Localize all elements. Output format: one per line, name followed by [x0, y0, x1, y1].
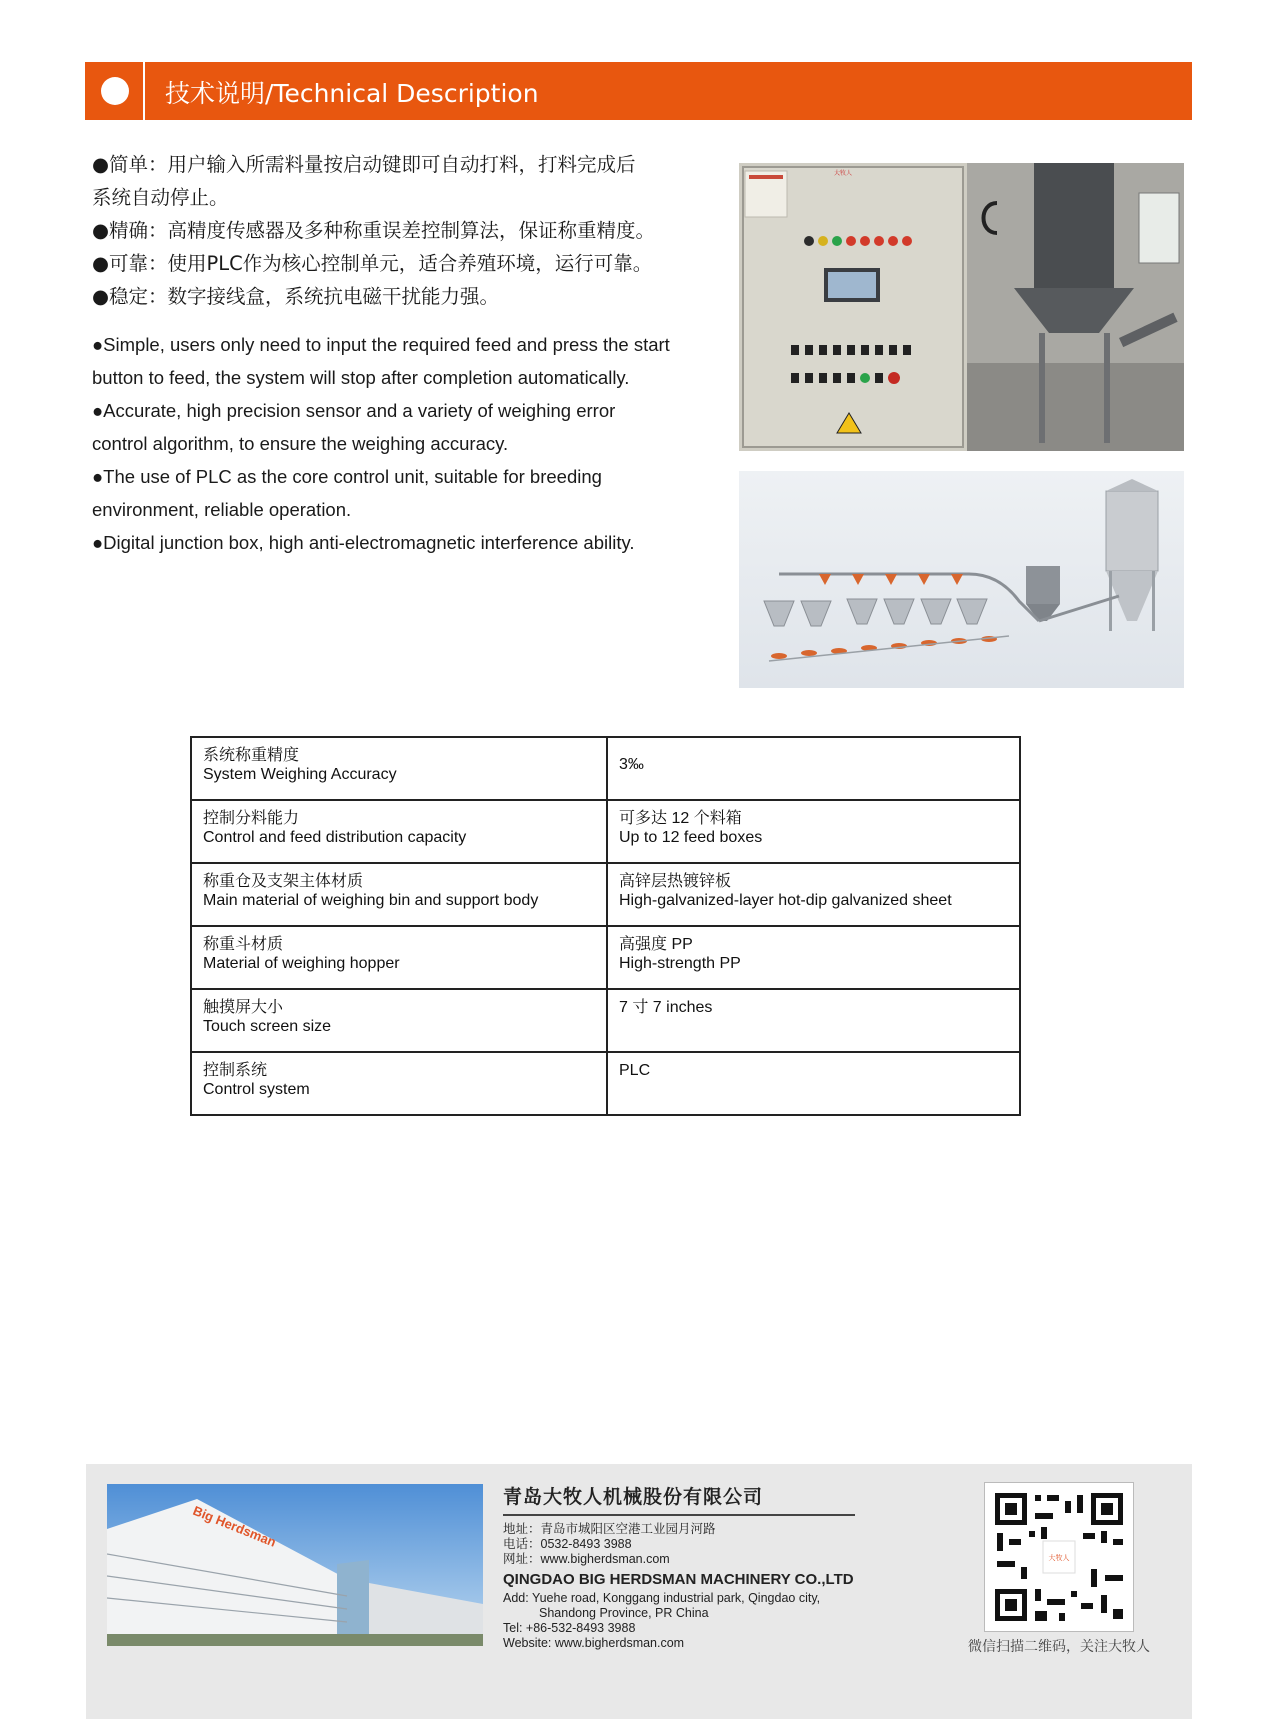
address-en: Add: Yuehe road, Konggang industrial park, Qingdao city,: [503, 1591, 821, 1605]
spec-value: Up to 12 feed boxes: [619, 829, 763, 846]
website-en: Website: www.bigherdsman.com: [503, 1636, 685, 1650]
section-title: 技术说明/Technical Description: [165, 79, 539, 108]
section-header: [85, 62, 1192, 120]
spec-value: High-strength PP: [619, 955, 741, 972]
spec-value-cell: [607, 1052, 1020, 1115]
spec-table: [190, 736, 1021, 1116]
qr-caption: 微信扫描二维码，关注大牧人: [968, 1639, 1150, 1655]
footer: [86, 1464, 1192, 1719]
feature-en-item: environment, reliable operation.: [92, 499, 352, 520]
control-cabinet-photo: [739, 163, 1184, 451]
spec-value: 可多达 12 个料箱: [619, 810, 742, 827]
spec-label-en: Material of weighing hopper: [203, 955, 400, 972]
spec-label-zh: 称重仓及支架主体材质: [203, 873, 364, 890]
spec-value-cell: [607, 926, 1020, 989]
company-name-en: QINGDAO BIG HERDSMAN MACHINERY CO.,LTD: [503, 1571, 854, 1588]
spec-label-cell: [191, 989, 607, 1052]
spec-value: PLC: [619, 1062, 651, 1079]
cabinet-brand: 大牧人: [834, 170, 853, 177]
feed-system-render: [739, 471, 1184, 688]
building-sign: Big Herdsman: [190, 1502, 279, 1550]
feature-zh-item: ●可靠：使用PLC作为核心控制单元，适合养殖环境，运行可靠。: [92, 252, 653, 275]
spec-label-zh: 称重斗材质: [203, 936, 284, 953]
feature-zh-item: ●稳定：数字接线盒，系统抗电磁干扰能力强。: [92, 285, 500, 308]
feature-zh-item: ●简单：用户输入所需料量按启动键即可自动打料，打料完成后: [92, 153, 636, 176]
spec-label-cell: [191, 800, 607, 863]
table-row: [191, 800, 1020, 863]
wechat-qr-code[interactable]: [984, 1482, 1134, 1632]
spec-label-en: Main material of weighing bin and support body: [203, 892, 539, 909]
spec-label-cell: [191, 1052, 607, 1115]
company-name-cn: 青岛大牧人机械股份有限公司: [503, 1487, 764, 1508]
address-en-2: Shandong Province, PR China: [539, 1606, 709, 1620]
spec-value: 7 寸 7 inches: [619, 999, 713, 1016]
spec-label-en: Control and feed distribution capacity: [203, 829, 467, 846]
spec-label-zh: 触摸屏大小: [203, 999, 284, 1016]
spec-label-cell: [191, 863, 607, 926]
bullet-circle-icon: [101, 77, 129, 105]
spec-value-cell: [607, 737, 1020, 800]
features-zh: [92, 148, 722, 313]
phone-en: Tel: +86-532-8493 3988: [503, 1621, 636, 1635]
spec-value: High-galvanized-layer hot-dip galvanized sheet: [619, 892, 952, 909]
spec-label-en: System Weighing Accuracy: [203, 766, 397, 783]
feature-en-item: ●The use of PLC as the core control unit, suitable for breeding: [92, 466, 602, 487]
spec-label-en: Control system: [203, 1081, 310, 1098]
qr-logo-text: 大牧人: [1048, 1554, 1070, 1562]
feature-en-item: ●Simple, users only need to input the required feed and press the start: [92, 334, 670, 355]
spec-value-cell: [607, 989, 1020, 1052]
table-row: [191, 989, 1020, 1052]
spec-value-cell: [607, 863, 1020, 926]
feature-en-item: button to feed, the system will stop after completion automatically.: [92, 367, 630, 388]
spec-value: 高强度 PP: [619, 936, 693, 953]
company-info: [503, 1482, 863, 1651]
feature-en-item: ●Accurate, high precision sensor and a variety of weighing error: [92, 400, 616, 421]
feature-en-item: ●Digital junction box, high anti-electromagnetic interference ability.: [92, 532, 635, 553]
phone-cn: 电话：0532-8493 3988: [503, 1537, 632, 1551]
table-row: [191, 926, 1020, 989]
spec-value: 3‰: [619, 756, 644, 773]
factory-building-photo: [107, 1484, 483, 1646]
divider: [503, 1514, 855, 1516]
spec-label-cell: [191, 737, 607, 800]
table-row: [191, 863, 1020, 926]
feature-en-item: control algorithm, to ensure the weighing accuracy.: [92, 433, 509, 454]
spec-label-zh: 控制系统: [203, 1062, 268, 1079]
feature-zh-item: ●精确：高精度传感器及多种称重误差控制算法，保证称重精度。: [92, 219, 656, 242]
spec-value: 高锌层热镀锌板: [619, 873, 732, 890]
spec-label-en: Touch screen size: [203, 1018, 332, 1035]
spec-label-zh: 系统称重精度: [203, 747, 300, 764]
feature-zh-item: 系统自动停止。: [92, 186, 229, 209]
address-cn: 地址：青岛市城阳区空港工业园月河路: [503, 1522, 716, 1536]
features-en: [92, 328, 738, 559]
table-row: [191, 737, 1020, 800]
table-row: [191, 1052, 1020, 1115]
spec-label-cell: [191, 926, 607, 989]
header-divider: [143, 62, 145, 120]
spec-value-cell: [607, 800, 1020, 863]
website-cn: 网址：www.bigherdsman.com: [503, 1552, 670, 1566]
spec-label-zh: 控制分料能力: [203, 810, 300, 827]
